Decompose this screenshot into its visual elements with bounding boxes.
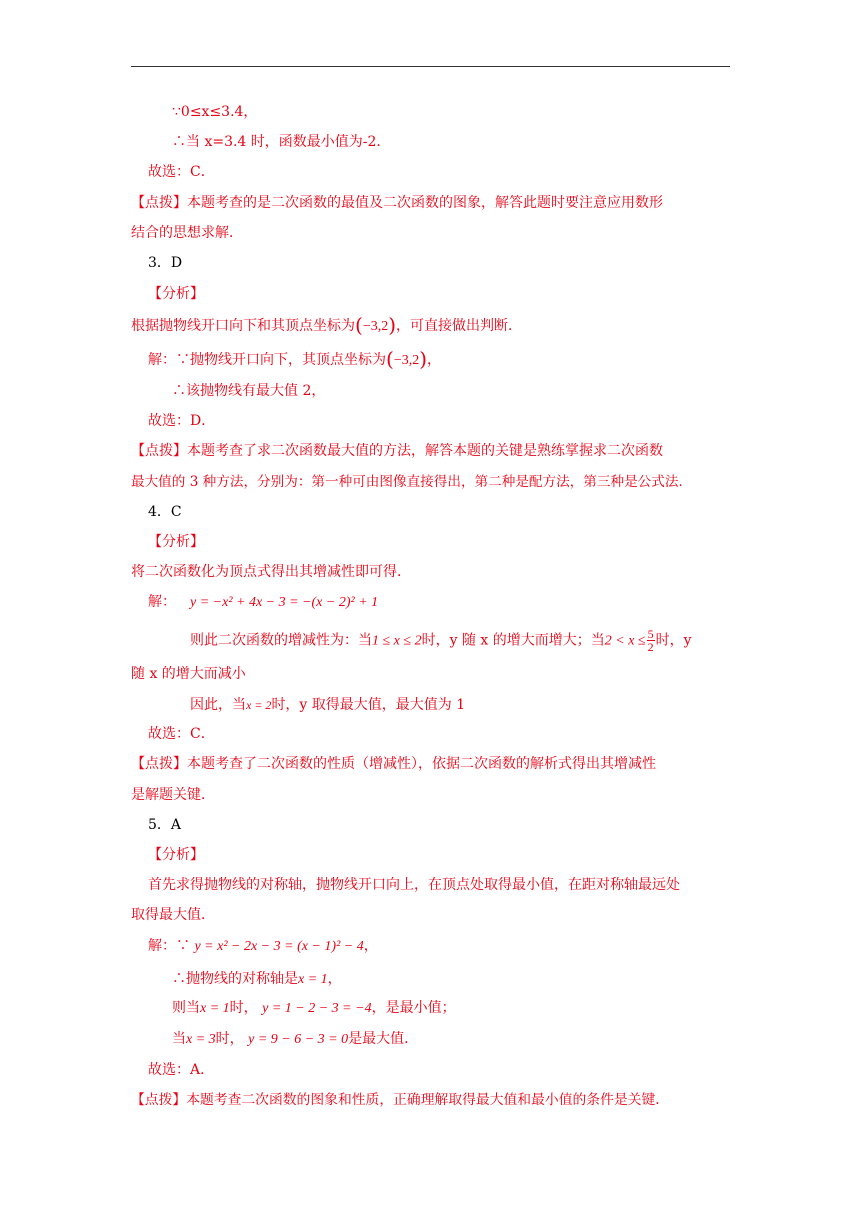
q3-answer: 故选：D． xyxy=(148,413,216,429)
comment-label: 【点拨】 xyxy=(131,1092,187,1108)
q3-analysis: 根据抛物线开口向下和其顶点坐标为(−3,2)，可直接做出判断． xyxy=(131,313,523,337)
q3-comment-line2: 最大值的 3 种方法，分别为：第一种可由图像直接得出，第二种是配方法，第三种是公式法． xyxy=(131,474,693,490)
q5-analysis-line1: 首先求得抛物线的对称轴，抛物线开口向上，在顶点处取得最小值，在距对称轴最远处 xyxy=(148,877,680,893)
header-rule xyxy=(131,66,730,67)
q4-analysis: 将二次函数化为顶点式得出其增减性即可得． xyxy=(131,564,411,580)
p2-condition: ∵0≤x≤3.4， xyxy=(172,104,258,120)
q4-max: 因此，当x = 2时，y 取得最大值，最大值为 1 xyxy=(190,697,466,713)
q4-monotonicity-cont: 随 x 的增大而减小 xyxy=(131,666,246,682)
q4-analysis-label: 【分析】 xyxy=(148,534,204,550)
q4-comment-line1: 【点拨】本题考查了二次函数的性质（增减性），依据二次函数的解析式得出其增减性 xyxy=(131,756,656,772)
q3-comment-line1: 【点拨】本题考查了求二次函数最大值的方法，解答本题的关键是熟练掌握求二次函数 xyxy=(131,443,663,459)
q5-comment: 【点拨】本题考查二次函数的图象和性质，正确理解取得最大值和最小值的条件是关键． xyxy=(131,1092,670,1108)
q3-number: 3．D xyxy=(148,255,183,271)
q4-number: 4．C xyxy=(148,504,182,520)
q5-analysis-label: 【分析】 xyxy=(148,847,204,863)
q5-analysis-line2: 取得最大值． xyxy=(131,907,215,923)
q4-solution-equation: 解： y = −x² + 4x − 3 = −(x − 2)² + 1 xyxy=(148,594,379,610)
q5-max: 当x = 3时， y = 9 − 6 − 3 = 0是最大值． xyxy=(172,1031,419,1047)
q5-number: 5．A xyxy=(148,817,182,833)
fraction: $\frac{5}{2}$ xyxy=(647,627,654,654)
q4-answer: 故选：C． xyxy=(148,726,215,742)
p2-comment-line2: 结合的思想求解． xyxy=(131,225,243,241)
q4-comment-line2: 是解题关键． xyxy=(131,787,215,803)
q5-answer: 故选：A． xyxy=(148,1062,215,1078)
p2-comment-line1: 【点拨】本题考查的是二次函数的最值及二次函数的图象，解答此题时要注意应用数形 xyxy=(131,195,663,211)
q3-analysis-label: 【分析】 xyxy=(148,286,204,302)
q5-min: 则当x = 1时， y = 1 − 2 − 3 = −4，是最小值； xyxy=(172,1000,456,1016)
comment-label: 【点拨】 xyxy=(131,195,187,211)
p2-answer: 故选：C． xyxy=(148,164,215,180)
q5-axis: ∴抛物线的对称轴是x = 1， xyxy=(172,971,342,987)
q4-monotonicity: 则此二次函数的增减性为：当1 ≤ x ≤ 2时，y 随 x 的增大而增大；当2 < x ≤ $\frac{5}{2}$ 时，y xyxy=(190,627,692,654)
q3-solution-line2: ∴该抛物线有最大值 2， xyxy=(172,383,326,399)
comment-label: 【点拨】 xyxy=(131,756,187,772)
p2-conclusion: ∴当 x=3.4 时，函数最小值为-2． xyxy=(172,134,391,150)
q3-solution-line1: 解：∵抛物线开口向下，其顶点坐标为(−3,2)， xyxy=(148,347,442,371)
comment-label: 【点拨】 xyxy=(131,443,187,459)
q5-solution-equation: 解：∵ y = x² − 2x − 3 = (x − 1)² − 4， xyxy=(148,938,378,954)
